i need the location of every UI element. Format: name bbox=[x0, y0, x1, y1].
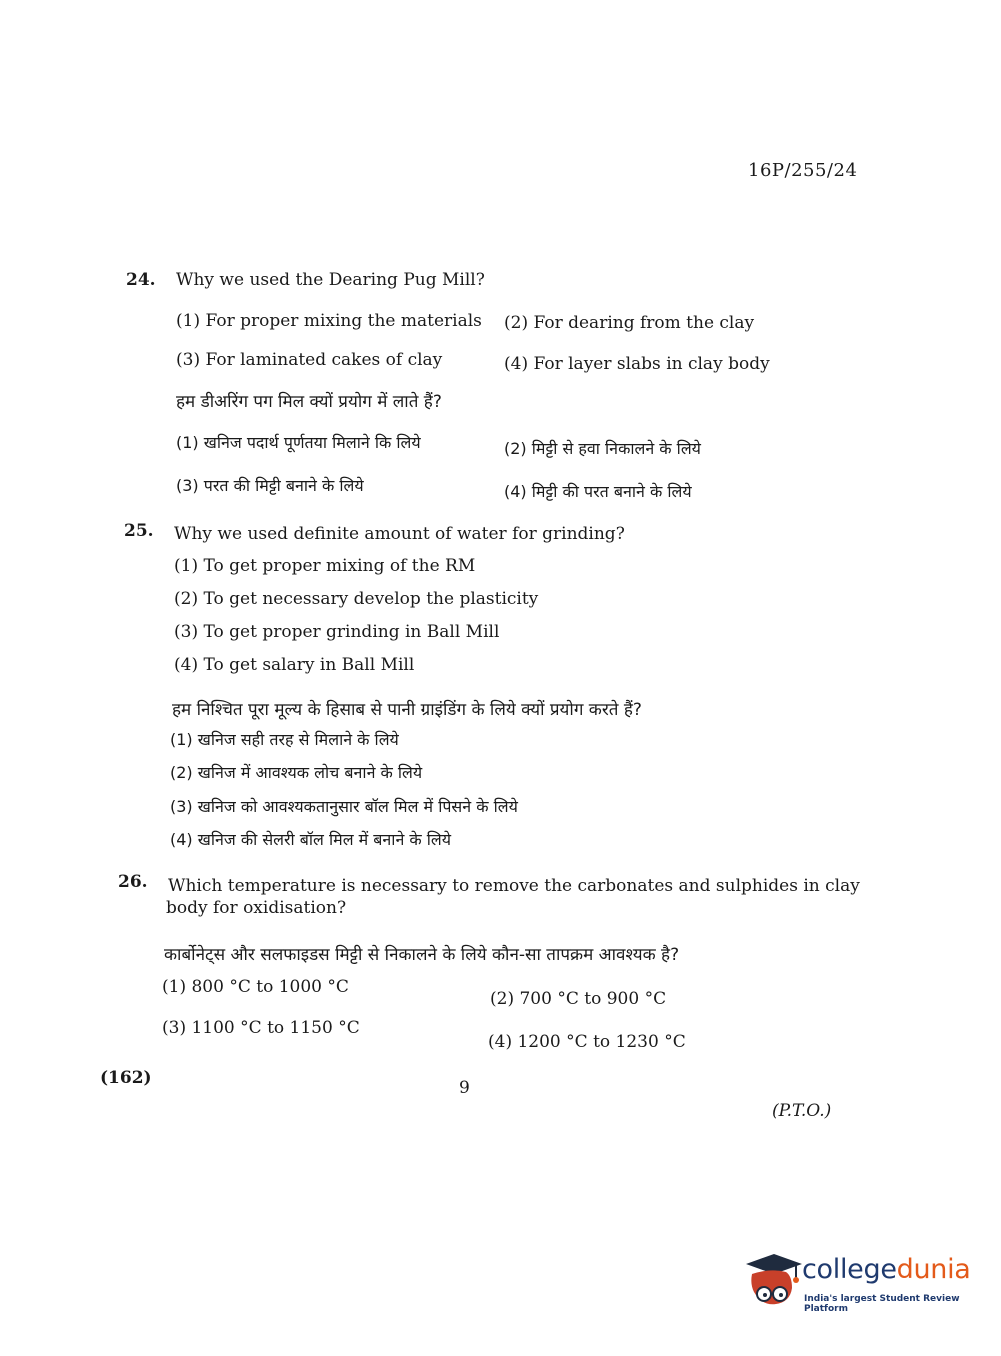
option-1: (1) 800 °C to 1000 °C bbox=[162, 977, 349, 997]
option-3-en: (3) To get proper grinding in Ball Mill bbox=[174, 622, 500, 642]
option-4-hi: (4) खनिज की सेलरी बॉल मिल में बनाने के लिये bbox=[170, 830, 452, 849]
option-4: (4) 1200 °C to 1230 °C bbox=[488, 1032, 686, 1052]
pto-label: (P.T.O.) bbox=[772, 1101, 832, 1121]
option-4-en: (4) To get salary in Ball Mill bbox=[174, 655, 415, 675]
question-text-hi: हम डीअरिंग पग मिल क्यों प्रयोग में लाते हैं? bbox=[176, 392, 442, 412]
question-number: 25. bbox=[124, 521, 154, 541]
question-text-en: Why we used definite amount of water for grinding? bbox=[174, 524, 625, 544]
question-text-en-line1: Which temperature is necessary to remove the carbonates and sulphides in clay bbox=[168, 876, 860, 896]
paper-code: 16P/255/24 bbox=[748, 160, 858, 181]
question-number: 24. bbox=[126, 270, 156, 290]
option-1-en: (1) For proper mixing the materials bbox=[176, 311, 482, 331]
brand-name bbox=[802, 1254, 971, 1285]
collegedunia-watermark bbox=[740, 1248, 970, 1318]
brand-suffix: dunia bbox=[896, 1254, 971, 1285]
question-text-hi: कार्बोनेट्स और सलफाइडस मिट्टी से निकालने के लिये कौन-सा तापक्रम आवश्यक है? bbox=[164, 945, 680, 965]
option-1-hi: (1) खनिज पदार्थ पूर्णतया मिलाने कि लिये bbox=[176, 433, 421, 452]
option-3: (3) 1100 °C to 1150 °C bbox=[162, 1018, 360, 1038]
page-number: 9 bbox=[459, 1078, 470, 1098]
brand-prefix: college bbox=[802, 1254, 897, 1285]
option-4-hi: (4) मिट्टी की परत बनाने के लिये bbox=[504, 482, 692, 501]
brand-tagline: India's largest Student Review Platform bbox=[804, 1294, 960, 1314]
booklet-code: (162) bbox=[100, 1068, 152, 1088]
mascot-icon bbox=[740, 1250, 804, 1314]
option-1-en: (1) To get proper mixing of the RM bbox=[174, 556, 476, 576]
option-2-hi: (2) खनिज में आवश्यक लोच बनाने के लिये bbox=[170, 763, 423, 782]
question-number: 26. bbox=[118, 872, 148, 892]
option-1-hi: (1) खनिज सही तरह से मिलाने के लिये bbox=[170, 730, 399, 749]
question-text-hi: हम निश्चित पूरा मूल्य के हिसाब से पानी ग्राइंडिंग के लिये क्यों प्रयोग करते हैं? bbox=[172, 700, 642, 720]
option-3-hi: (3) परत की मिट्टी बनाने के लिये bbox=[176, 476, 364, 495]
option-2: (2) 700 °C to 900 °C bbox=[490, 989, 667, 1009]
option-4-en: (4) For layer slabs in clay body bbox=[504, 354, 770, 374]
option-2-en: (2) To get necessary develop the plasticity bbox=[174, 589, 539, 609]
option-2-en: (2) For dearing from the clay bbox=[504, 313, 755, 333]
option-3-en: (3) For laminated cakes of clay bbox=[176, 350, 443, 370]
option-3-hi: (3) खनिज को आवश्यकतानुसार बॉल मिल में पिसने के लिये bbox=[170, 797, 518, 816]
option-2-hi: (2) मिट्टी से हवा निकालने के लिये bbox=[504, 439, 701, 458]
question-text-en: Why we used the Dearing Pug Mill? bbox=[176, 270, 485, 290]
question-text-en-line2: body for oxidisation? bbox=[166, 898, 347, 918]
